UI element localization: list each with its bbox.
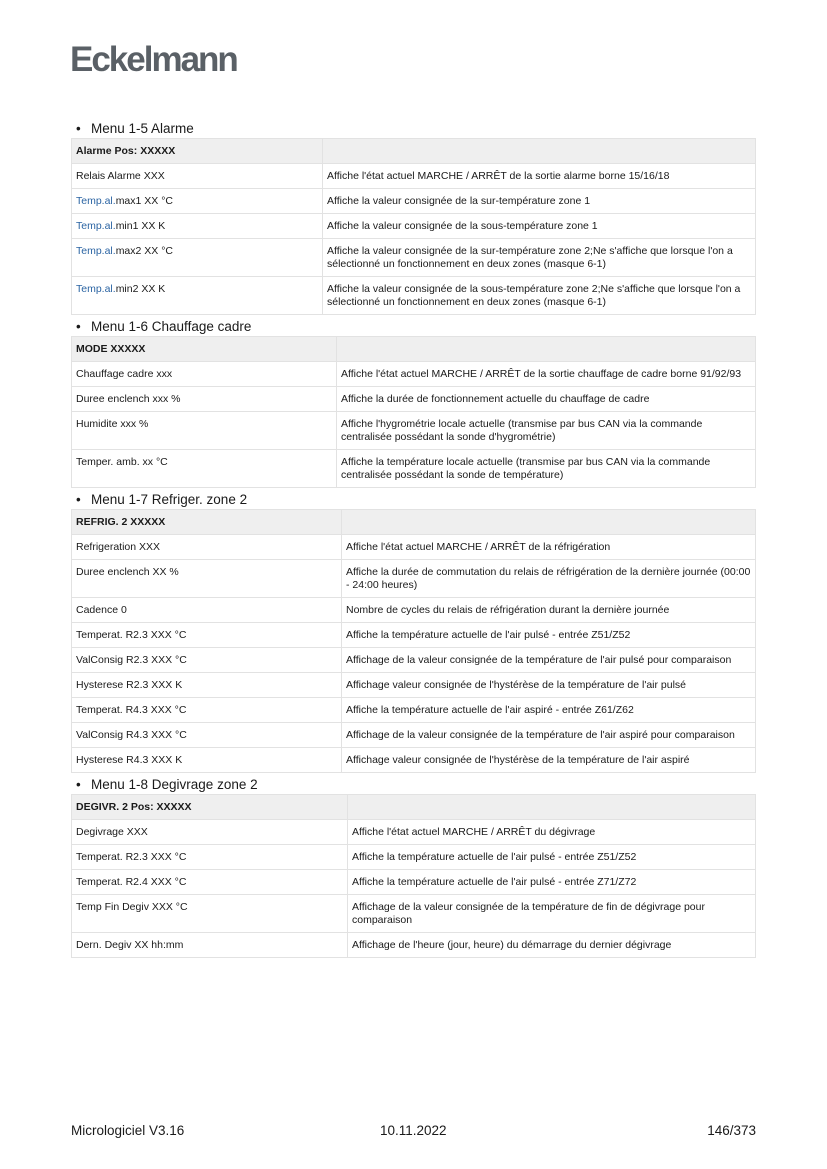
table-header-cell: REFRIG. 2 XXXXX: [72, 510, 342, 535]
param-label: Relais Alarme XXX: [76, 170, 165, 182]
param-cell: Hysterese R2.3 XXX K: [72, 673, 342, 698]
section-title-menu-1-7: • Menu 1-7 Refriger. zone 2: [76, 492, 248, 507]
table-row: [72, 362, 756, 387]
param-cell: Cadence 0: [72, 598, 342, 623]
desc-cell: Affiche l'état actuel MARCHE / ARRÊT de la réfrigération: [342, 535, 756, 560]
table-row: [72, 933, 756, 958]
param-cell: Degivrage XXX: [72, 820, 348, 845]
desc-cell: Affiche la durée de commutation du relais de réfrigération de la dernière journée (00:00 - 24:00 heures): [342, 560, 756, 598]
table-header-empty: [342, 510, 756, 535]
param-label: min1 XX K: [115, 220, 166, 232]
footer-firmware-version: Micrologiciel V3.16: [71, 1123, 185, 1138]
table-row: [72, 277, 756, 315]
eckelmann-logo: Eckelmann: [70, 40, 237, 79]
table-row: [72, 648, 756, 673]
document-content: [71, 120, 756, 961]
desc-cell: Affiche la valeur consignée de la sur-température zone 1: [323, 189, 756, 214]
param-cell: Refrigeration XXX: [72, 535, 342, 560]
desc-cell: Affiche la température actuelle de l'air pulsé - entrée Z51/Z52: [348, 845, 756, 870]
table-header-empty: [348, 795, 756, 820]
table-header-cell: MODE XXXXX: [72, 337, 337, 362]
param-label: max2 XX °C: [115, 245, 173, 257]
param-cell: Temperat. R2.3 XXX °C: [72, 845, 348, 870]
desc-cell: Affiche la valeur consignée de la sur-température zone 2;Ne s'affiche que lorsque l'on a sélectionné un fonctionnement en deux zones (masque 6-1): [323, 239, 756, 277]
table-row: [72, 895, 756, 933]
section-title-menu-1-5: • Menu 1-5 Alarme: [76, 121, 194, 136]
table-row: [72, 560, 756, 598]
table-row: [72, 189, 756, 214]
desc-cell: Affichage de la valeur consignée de la température de l'air pulsé pour comparaison: [342, 648, 756, 673]
table-row: [72, 698, 756, 723]
desc-cell: Affichage de la valeur consignée de la température de l'air aspiré pour comparaison: [342, 723, 756, 748]
param-cell: Temperat. R2.4 XXX °C: [72, 870, 348, 895]
section-title-menu-1-8: • Menu 1-8 Degivrage zone 2: [76, 777, 258, 792]
table-row: [72, 845, 756, 870]
param-cell: [72, 277, 323, 315]
temp-al-link[interactable]: Temp.al.: [76, 220, 116, 232]
param-cell: Temper. amb. xx °C: [72, 450, 337, 488]
desc-cell: Affiche l'état actuel MARCHE / ARRÊT de la sortie alarme borne 15/16/18: [323, 164, 756, 189]
table-row: [72, 870, 756, 895]
param-cell: Hysterese R4.3 XXX K: [72, 748, 342, 773]
desc-cell: Affichage de la valeur consignée de la température de fin de dégivrage pour comparaison: [348, 895, 756, 933]
table-row: [72, 598, 756, 623]
section-title-text: Menu 1-5 Alarme: [91, 121, 194, 136]
param-cell: Temperat. R2.3 XXX °C: [72, 623, 342, 648]
table-row: [72, 450, 756, 488]
param-cell: [72, 239, 323, 277]
param-cell: Humidite xxx %: [72, 412, 337, 450]
desc-cell: Affichage valeur consignée de l'hystérèse de la température de l'air pulsé: [342, 673, 756, 698]
param-cell: [72, 164, 323, 189]
desc-cell: Affiche la durée de fonctionnement actuelle du chauffage de cadre: [337, 387, 756, 412]
section-title-text: Menu 1-7 Refriger. zone 2: [91, 492, 248, 507]
param-label: min2 XX K: [115, 283, 166, 295]
temp-al-link[interactable]: Temp.al.: [76, 195, 116, 207]
table-row: [72, 164, 756, 189]
param-cell: ValConsig R4.3 XXX °C: [72, 723, 342, 748]
table-row: [72, 387, 756, 412]
param-label: max1 XX °C: [115, 195, 173, 207]
table-row: [72, 623, 756, 648]
param-cell: [72, 214, 323, 239]
section-title-text: Menu 1-8 Degivrage zone 2: [91, 777, 258, 792]
table-header-empty: [323, 139, 756, 164]
desc-cell: Affiche la température actuelle de l'air pulsé - entrée Z71/Z72: [348, 870, 756, 895]
table-menu-1-8: [71, 794, 756, 958]
desc-cell: Affiche l'état actuel MARCHE / ARRÊT de la sortie chauffage de cadre borne 91/92/93: [337, 362, 756, 387]
table-row: [72, 535, 756, 560]
desc-cell: Affichage de l'heure (jour, heure) du démarrage du dernier dégivrage: [348, 933, 756, 958]
desc-cell: Nombre de cycles du relais de réfrigération durant la dernière journée: [342, 598, 756, 623]
desc-cell: Affiche l'état actuel MARCHE / ARRÊT du dégivrage: [348, 820, 756, 845]
desc-cell: Affiche la température locale actuelle (transmise par bus CAN via la commande centralisée possédant la sonde de température): [337, 450, 756, 488]
param-cell: Temperat. R4.3 XXX °C: [72, 698, 342, 723]
table-header-cell: DEGIVR. 2 Pos: XXXXX: [72, 795, 348, 820]
table-row: [72, 820, 756, 845]
desc-cell: Affiche la température actuelle de l'air aspiré - entrée Z61/Z62: [342, 698, 756, 723]
section-title-menu-1-6: • Menu 1-6 Chauffage cadre: [76, 319, 252, 334]
footer-page-number: 146/373: [707, 1123, 756, 1138]
desc-cell: Affiche la température actuelle de l'air pulsé - entrée Z51/Z52: [342, 623, 756, 648]
param-cell: Dern. Degiv XX hh:mm: [72, 933, 348, 958]
table-row: [72, 239, 756, 277]
section-title-text: Menu 1-6 Chauffage cadre: [91, 319, 252, 334]
table-row: [72, 412, 756, 450]
table-row: [72, 723, 756, 748]
desc-cell: Affiche la valeur consignée de la sous-température zone 1: [323, 214, 756, 239]
temp-al-link[interactable]: Temp.al.: [76, 245, 116, 257]
desc-cell: Affiche la valeur consignée de la sous-température zone 2;Ne s'affiche que lorsque l'on a sélectionné un fonctionnement en deux zones (masque 6-1): [323, 277, 756, 315]
table-row: [72, 748, 756, 773]
desc-cell: Affichage valeur consignée de l'hystérèse de la température de l'air aspiré: [342, 748, 756, 773]
param-cell: Temp Fin Degiv XXX °C: [72, 895, 348, 933]
table-row: [72, 673, 756, 698]
table-header-cell: Alarme Pos: XXXXX: [72, 139, 323, 164]
temp-al-link[interactable]: Temp.al.: [76, 283, 116, 295]
param-cell: [72, 189, 323, 214]
table-menu-1-5: [71, 138, 756, 315]
table-row: [72, 214, 756, 239]
table-menu-1-6: [71, 336, 756, 488]
desc-cell: Affiche l'hygrométrie locale actuelle (transmise par bus CAN via la commande centralisée possédant la sonde d'hygrométrie): [337, 412, 756, 450]
table-menu-1-7: [71, 509, 756, 773]
footer-date: 10.11.2022: [380, 1123, 447, 1138]
table-header-empty: [337, 337, 756, 362]
param-cell: ValConsig R2.3 XXX °C: [72, 648, 342, 673]
param-cell: Duree enclench XX %: [72, 560, 342, 598]
param-cell: Chauffage cadre xxx: [72, 362, 337, 387]
param-cell: Duree enclench xxx %: [72, 387, 337, 412]
